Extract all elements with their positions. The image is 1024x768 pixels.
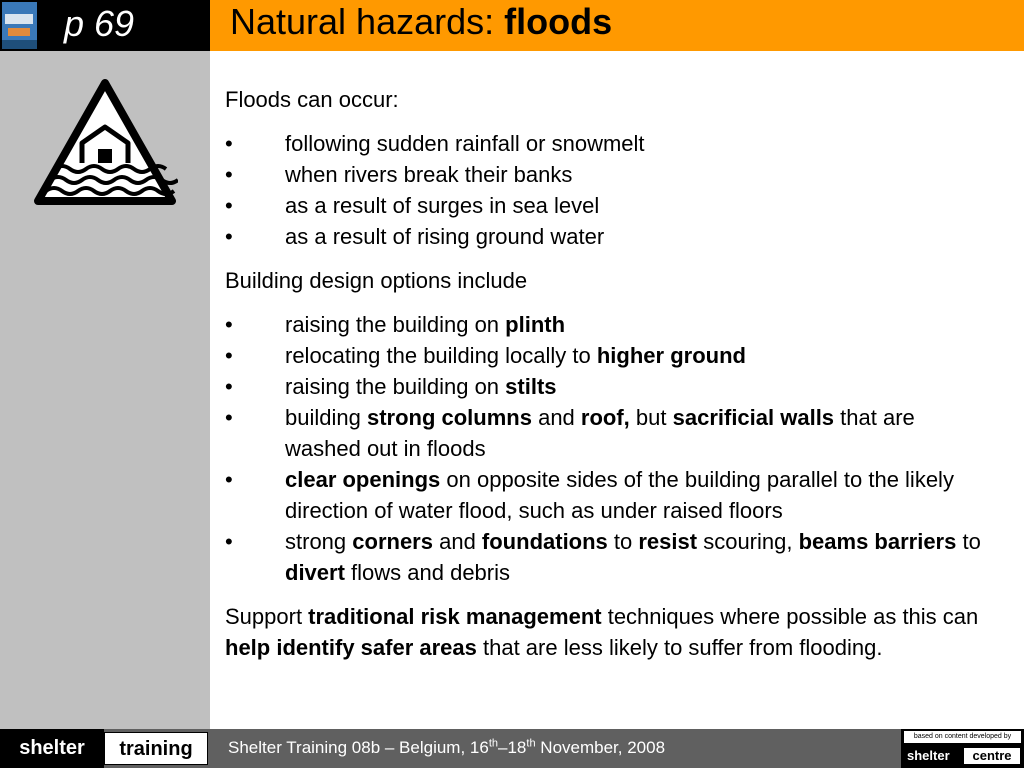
text-run: to [956, 529, 981, 554]
text-run: and [531, 405, 581, 430]
event-caption-a: Shelter Training 08b – Belgium, 16 [228, 738, 489, 757]
bold-phrase: help identify safer areas [225, 635, 477, 660]
text-run: strong [285, 529, 353, 554]
bold-phrase: corners [352, 529, 433, 554]
text-run: on opposite sides of the building parallel to the likely direction of water flood, such as under raised floors [285, 467, 954, 523]
flood-causes-list [225, 128, 995, 252]
bold-phrase: traditional risk management [308, 604, 602, 629]
bold-phrase: stilts [505, 374, 557, 399]
slide-body [225, 84, 995, 663]
bullet-icon: • [225, 312, 233, 337]
bold-phrase: clear openings [285, 467, 441, 492]
text-run: building [285, 405, 367, 430]
text-run: raising the building on [285, 374, 506, 399]
list-item [225, 402, 995, 464]
bold-phrase: beams barriers [798, 529, 957, 554]
brand-shelter-label: shelter [0, 729, 104, 768]
bullet-icon: • [225, 193, 233, 218]
list-item-text: following sudden rainfall or snowmelt [285, 131, 645, 156]
left-sidebar [0, 51, 210, 729]
credit-shelter: shelter [907, 748, 950, 763]
text-run: relocating the building locally to [285, 343, 597, 368]
bullet-icon: • [225, 529, 233, 554]
design-options-list [225, 309, 995, 588]
brand-training-label: training [104, 732, 208, 765]
list-item [225, 128, 995, 159]
slide-title [230, 2, 612, 42]
event-caption [228, 737, 665, 759]
slide-footer [0, 729, 1024, 768]
event-sup-a: th [488, 737, 499, 750]
flood-hazard-warning-icon [32, 77, 178, 207]
bold-phrase: sacrificial walls [672, 405, 835, 430]
slide-title-plain: Natural hazards: [230, 1, 505, 42]
list-item-text: when rivers break their banks [285, 162, 573, 187]
text-run: flows and debris [344, 560, 511, 585]
credit-logo [901, 729, 1024, 768]
event-caption-c: November, 2008 [535, 738, 666, 757]
list-item [225, 340, 995, 371]
list-item [225, 309, 995, 340]
design-intro: Building design options include [225, 268, 528, 293]
page-number-box [0, 0, 210, 51]
text-run: techniques where possible as this can [601, 604, 979, 629]
list-item [225, 526, 995, 588]
text-run: to [607, 529, 639, 554]
text-run: but [629, 405, 673, 430]
shelter-photo-thumbnail-icon [2, 2, 37, 49]
bullet-icon: • [225, 405, 233, 430]
bold-phrase: resist [638, 529, 698, 554]
bold-phrase: roof, [580, 405, 630, 430]
page-number: p 69 [64, 3, 135, 44]
credit-centre: centre [964, 748, 1020, 764]
bold-phrase: strong columns [366, 405, 532, 430]
floods-intro: Floods can occur: [225, 87, 399, 112]
list-item-text: as a result of rising ground water [285, 224, 605, 249]
list-item [225, 464, 995, 526]
slide-title-bold: floods [504, 1, 613, 42]
text-run: and [432, 529, 482, 554]
bullet-icon: • [225, 224, 233, 249]
slide-header [0, 0, 1024, 51]
list-item [225, 221, 995, 252]
bold-phrase: foundations [481, 529, 608, 554]
list-item [225, 159, 995, 190]
support-paragraph [225, 601, 995, 663]
bullet-icon: • [225, 131, 233, 156]
bullet-icon: • [225, 343, 233, 368]
credit-caption: based on content developed by [904, 731, 1021, 743]
bold-phrase: plinth [505, 312, 566, 337]
text-run: Support [225, 604, 309, 629]
list-item [225, 190, 995, 221]
event-sup-b: th [526, 737, 536, 750]
list-item [225, 371, 995, 402]
list-item-text: as a result of surges in sea level [285, 193, 600, 218]
event-caption-b: –18 [498, 738, 527, 757]
text-run: that are washed out in floods [285, 405, 915, 461]
bold-phrase: divert [285, 560, 345, 585]
text-run: raising the building on [285, 312, 506, 337]
text-run: scouring, [697, 529, 799, 554]
text-run: that are less likely to suffer from flooding. [476, 635, 883, 660]
bullet-icon: • [225, 467, 233, 492]
bullet-icon: • [225, 374, 233, 399]
bold-phrase: higher ground [596, 343, 746, 368]
bullet-icon: • [225, 162, 233, 187]
